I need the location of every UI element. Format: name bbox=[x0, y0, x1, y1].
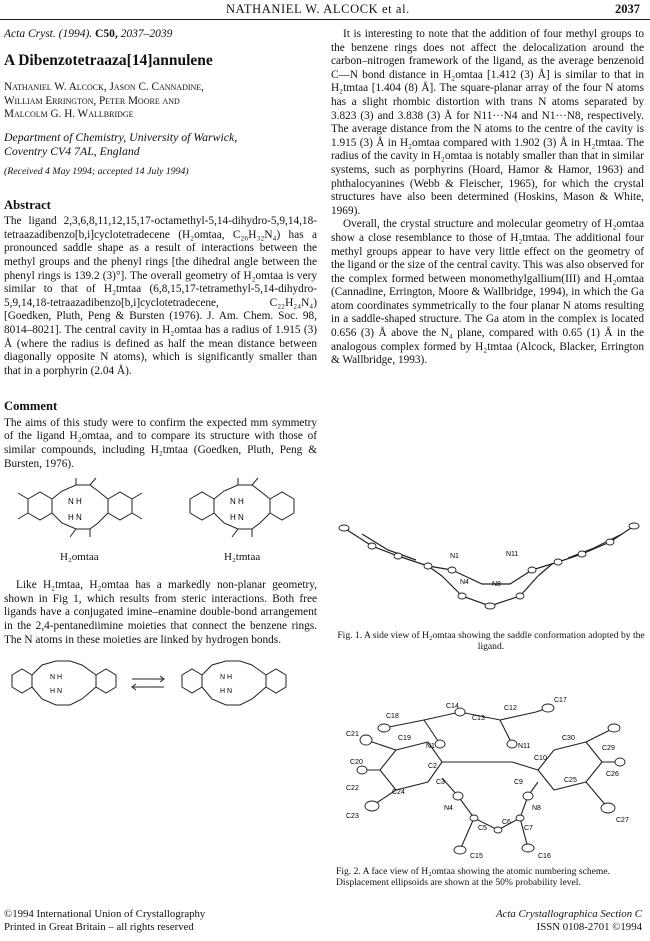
fig1-atom-label: N8 bbox=[492, 581, 501, 588]
figure-1-caption: Fig. 1. A side view of H₂omtaa showing the saddle conformation adopted by the ligand. bbox=[337, 630, 645, 653]
fig2-atom-label: C29 bbox=[602, 745, 615, 752]
left-column bbox=[4, 28, 317, 731]
fig1-atom-label: N4 bbox=[460, 579, 469, 586]
svg-text:N H: N H bbox=[68, 497, 82, 507]
fig2-atom-label: C10 bbox=[534, 755, 547, 762]
chemical-scheme-1 bbox=[4, 477, 317, 571]
fig2-atom-label: C2 bbox=[428, 763, 437, 770]
svg-text:H N: H N bbox=[220, 688, 233, 696]
h2tmtaa-structure bbox=[172, 477, 312, 557]
page-header bbox=[0, 2, 650, 18]
fig2-atom-label: C5 bbox=[478, 825, 487, 832]
fig2-molecule bbox=[332, 690, 648, 862]
fig2-atom-label: C20 bbox=[350, 759, 363, 766]
author-list: Nathaniel W. Alcock, Jason C. Cannadine, William Errington, Peter Moore and Malcolm G. H. Wallbridge bbox=[4, 81, 204, 121]
fig2-atom-label: C9 bbox=[514, 779, 523, 786]
header-rule bbox=[0, 19, 650, 20]
fig2-atom-label: C24 bbox=[392, 789, 405, 796]
h2omtaa-structure bbox=[10, 477, 150, 557]
fig2-atom-label: C12 bbox=[504, 705, 517, 712]
fig1-atom-label: N11 bbox=[506, 551, 519, 558]
copyright: ©1994 International Union of Crystallography bbox=[4, 908, 206, 920]
svg-text:N H: N H bbox=[50, 674, 63, 682]
fig2-atom-label: N8 bbox=[532, 805, 541, 812]
fig2-atom-label: C22 bbox=[346, 785, 359, 792]
svg-text:H N: H N bbox=[50, 688, 63, 696]
fig2-atom-label: C15 bbox=[470, 853, 483, 860]
fig2-atom-label: C16 bbox=[538, 853, 551, 860]
svg-text:N H: N H bbox=[220, 674, 233, 682]
fig1-atom-label: N1 bbox=[450, 553, 459, 560]
comment-heading: Comment bbox=[4, 399, 58, 414]
fig2-atom-label: C7 bbox=[524, 825, 533, 832]
fig2-atom-label: C23 bbox=[346, 813, 359, 820]
right-paragraph-1: It is interesting to note that the addition of four methyl groups to the benzene rings does not affect the delocalization around the carbon–nitrogen framework of the ligand, as the average benzenoid C—N bond distance in H₂omtaa [1.412 (3) Å] is similar to that in H₂tmtaa [1.404 (8) Å]. The square-planar array of the four N atoms has a slight rhombic distortion with trans N atoms separated by 3.823 (3) and 3.838 (3) Å for N11···N4 and N1···N8, respectively. The average distance from the N atoms to the centre of the cavity is 1.915 (3) Å in H₂omtaa compared with 1.902 (3) Å in H₂tmtaa. The radius of the cavity in H₂omtaa is notably smaller than that in similar systems, such as porphyrins (Hoard, Hamor & Hamor, 1963) and phthalocyanines (Webb & Fleischer, 1965), for which the crystal structures have also been determined (Hoskins, Mason & White, 1969). bbox=[331, 28, 644, 217]
running-head: NATHANIEL W. ALCOCK et al. bbox=[226, 2, 410, 16]
fig2-atom-label: C14 bbox=[446, 703, 459, 710]
footer-right bbox=[496, 908, 642, 933]
comment-paragraph-1: The aims of this study were to confirm the expected mm symmetry of the ligand H₂omtaa, and to compare its structure with those of similar compounds, including H₂tmtaa (Goedken, Pluth, Peng & Bursten, 1976). bbox=[4, 416, 317, 470]
fig2-atom-label: C27 bbox=[616, 817, 629, 824]
fig2-atom-label: C13 bbox=[472, 715, 485, 722]
right-paragraph-2: Overall, the crystal structure and molecular geometry of H₂omtaa show a close resemblance to those of H₂tmtaa. The additional four methyl groups appear to have very little effect on the geometry of the ligand or the size of the central cavity. This was also observed for the complex formed between monomethylgallium(III) and H₂omtaa (Cannadine, Errington, Moore & Wallbridge, 1994), in which the Ga atom coordinates symmetrically to the four planar N atoms resulting in a saddle-shaped structure. The Ga atom in the complex is located 0.656 (3) Å above the N₄ plane, compared with 0.65 (1) Å in the analogous complex formed by H₂tmtaa (Alcock, Blacker, Errington & Wallbridge, 1993). bbox=[331, 218, 644, 367]
affiliation: Department of Chemistry, University of Warwick, Coventry CV4 7AL, England bbox=[4, 129, 238, 158]
fig2-atom-label: C21 bbox=[346, 731, 359, 738]
journal-name: Acta Crystallographica Section C bbox=[495, 908, 642, 920]
fig2-atom-label: N1 bbox=[426, 743, 435, 750]
figure-2-caption: Fig. 2. A face view of H₂omtaa showing the atomic numbering scheme. Displacement ellipsoids are shown at the 50% probability level. bbox=[336, 866, 611, 889]
received-dates: (Received 4 May 1994; accepted 14 July 1994) bbox=[4, 165, 189, 177]
footer-left bbox=[4, 908, 205, 933]
abstract-heading: Abstract bbox=[4, 197, 51, 212]
figure-1-side-view bbox=[332, 520, 648, 624]
scheme-label-h2omtaa: H₂omtaa bbox=[60, 551, 99, 564]
citation: Acta Cryst. (1994). C50, 2037–2039 bbox=[4, 28, 173, 40]
right-column bbox=[331, 28, 644, 368]
chemical-scheme-2 bbox=[4, 651, 317, 731]
page-number: 2037 bbox=[615, 2, 640, 16]
svg-text:H N: H N bbox=[68, 513, 82, 523]
fig2-atom-label: C26 bbox=[606, 771, 619, 778]
fig2-atom-label: N11 bbox=[518, 743, 531, 750]
fig2-atom-label: N4 bbox=[444, 805, 453, 812]
issn: ISSN 0108-2701 ©1994 bbox=[536, 920, 642, 933]
comment-paragraph-2: Like H₂tmtaa, H₂omtaa has a markedly non-planar geometry, shown in Fig 1, which results from steric interactions. Both free ligands have a conjugated imine–enamine double-bond arrangement in the 2,4-pentanediimine moieties that connect the benzene rings. The N atoms in these moieties are linked by hydrogen bonds. bbox=[4, 579, 317, 646]
fig2-atom-label: C18 bbox=[386, 713, 399, 720]
svg-text:H N: H N bbox=[230, 513, 244, 523]
figure-2-face-view bbox=[332, 690, 648, 862]
fig2-atom-label: C25 bbox=[564, 777, 577, 784]
fig2-atom-label: C3 bbox=[436, 779, 445, 786]
svg-text:N H: N H bbox=[230, 497, 244, 507]
scheme-label-h2tmtaa: H₂tmtaa bbox=[224, 551, 261, 564]
fig1-molecule bbox=[332, 520, 648, 624]
tautomer-scheme bbox=[4, 651, 314, 729]
abstract-text: The ligand 2,3,6,8,11,12,15,17-octamethyl-5,14-dihydro-5,9,14,18-tetraazadibenzo[b,i]cyclotetradecene (H₂omtaa, C₂₆H₃₂N₄) has a pronounced saddle shape as a result of interactions between the methyl groups and the phenyl rings [the dihedral angle between the phenyl rings is 139.2 (3)°]. The overall geometry of H₂omtaa is very similar to that of H₂tmtaa (6,8,15,17-tetramethyl-5,14-dihydro-5,9,14,18-tetraazadibenzo[b,i]cyclotetradecene, C₂₂H₂₄N₄) [Goedken, Pluth, Peng & Bursten (1976). J. Am. Chem. Soc. 98, 8014–8021]. The central cavity in H₂omtaa has a radius of 1.915 (3) Å (where the radius is defined as half the mean distance between diagonally opposite N atoms), which is significantly smaller than that in a porphyrin (2.04 Å). bbox=[4, 215, 317, 377]
fig2-atom-label: C30 bbox=[562, 735, 575, 742]
fig2-atom-label: C19 bbox=[398, 735, 411, 742]
article-title: A Dibenzotetraaza[14]annulene bbox=[4, 51, 213, 69]
fig2-atom-label: C6 bbox=[502, 819, 511, 826]
printed-notice: Printed in Great Britain – all rights reserved bbox=[4, 920, 194, 933]
fig2-atom-label: C17 bbox=[554, 697, 567, 704]
